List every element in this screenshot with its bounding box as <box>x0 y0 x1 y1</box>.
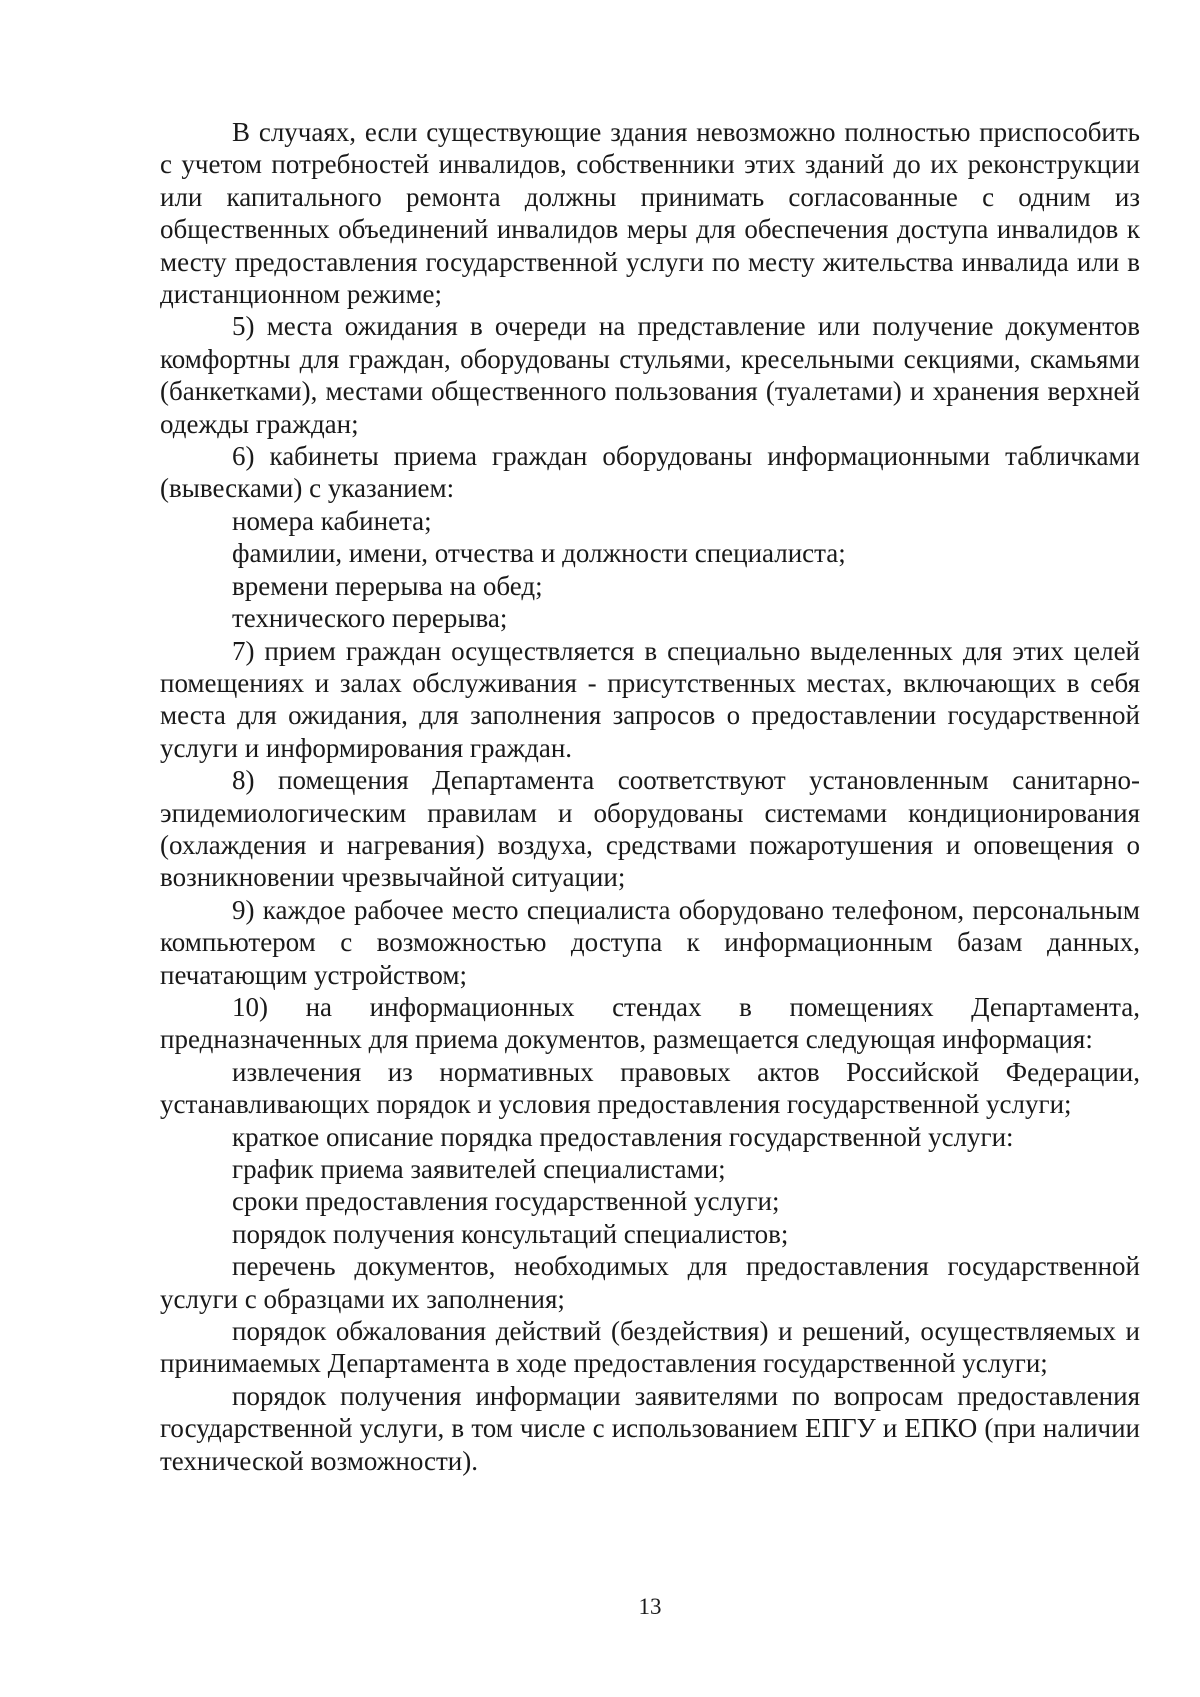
list-item: технического перерыва; <box>232 603 508 634</box>
page-number: 13 <box>638 1594 662 1619</box>
list-item: порядок получения консультаций специалистов; <box>232 1218 789 1249</box>
list-item: сроки предоставления государственной услуги; <box>232 1186 780 1217</box>
list-item: краткое описание порядка предоставления государственной услуги: <box>232 1121 1014 1152</box>
paragraph-item-6: 6) кабинеты приема граждан оборудованы информационными табличками (вывесками) с указанием: <box>160 441 1140 504</box>
paragraph-intro: В случаях, если существующие здания невозможно полностью приспособить с учетом потребностей инвалидов, собственники этих зданий до их реконструкции или капитального ремонта должны принимать согласованные с одним из общественных объединений инвалидов меры для обеспечения доступа инвалидов к месту предоставления государственной услуги по месту жительства инвалида или в дистанционном режиме; <box>160 117 1140 310</box>
list-item: номера кабинета; <box>232 505 432 536</box>
paragraph-item-7: 7) прием граждан осуществляется в специально выделенных для этих целей помещениях и залах обслуживания - присутственных местах, включающих в себя места для ожидания, для заполнения запросов о предоставлении государственной услуги и информирования граждан. <box>160 635 1140 763</box>
paragraph-legal-extracts: извлечения из нормативных правовых актов Российской Федерации, устанавливающих порядок и условия предоставления государственной услуги; <box>160 1056 1140 1120</box>
document-body <box>160 116 1140 1477</box>
paragraph-item-10: 10) на информационных стендах в помещениях Департамента, предназначенных для приема документов, размещается следующая информация: <box>160 991 1140 1055</box>
list-item: график приема заявителей специалистами; <box>232 1154 726 1184</box>
paragraph-item-8: 8) помещения Департамента соответствуют установленным санитарно-эпидемиологическим правилам и оборудованы системами кондиционирования (охлаждения и нагревания) воздуха, средствами пожаротушения и оповещения о возникновении чрезвычайной ситуации; <box>160 765 1140 893</box>
paragraph-appeal-procedure: порядок обжалования действий (бездействия) и решений, осуществляемых и принимаемых Департамента в ходе предоставления государственной услуги; <box>160 1316 1140 1379</box>
paragraph-information-procedure: порядок получения информации заявителями по вопросам предоставления государственной услуги, в том числе с использованием ЕПГУ и ЕПКО (при наличии технической возможности). <box>160 1380 1140 1476</box>
list-item: времени перерыва на обед; <box>232 570 543 601</box>
paragraph-item-9: 9) каждое рабочее место специалиста оборудовано телефоном, персональным компьютером с возможностью доступа к информационным базам данных, печатающим устройством; <box>160 894 1140 990</box>
list-item: фамилии, имени, отчества и должности специалиста; <box>232 538 846 569</box>
paragraph-documents-list: перечень документов, необходимых для предоставления государственной услуги с образцами их заполнения; <box>160 1251 1140 1314</box>
paragraph-item-5: 5) места ожидания в очереди на представление или получение документов комфортны для граждан, оборудованы стульями, кресельными секциями, скамьями (банкетками), местами общественного пользования (туалетами) и хранения верхней одежды граждан; <box>160 311 1140 439</box>
